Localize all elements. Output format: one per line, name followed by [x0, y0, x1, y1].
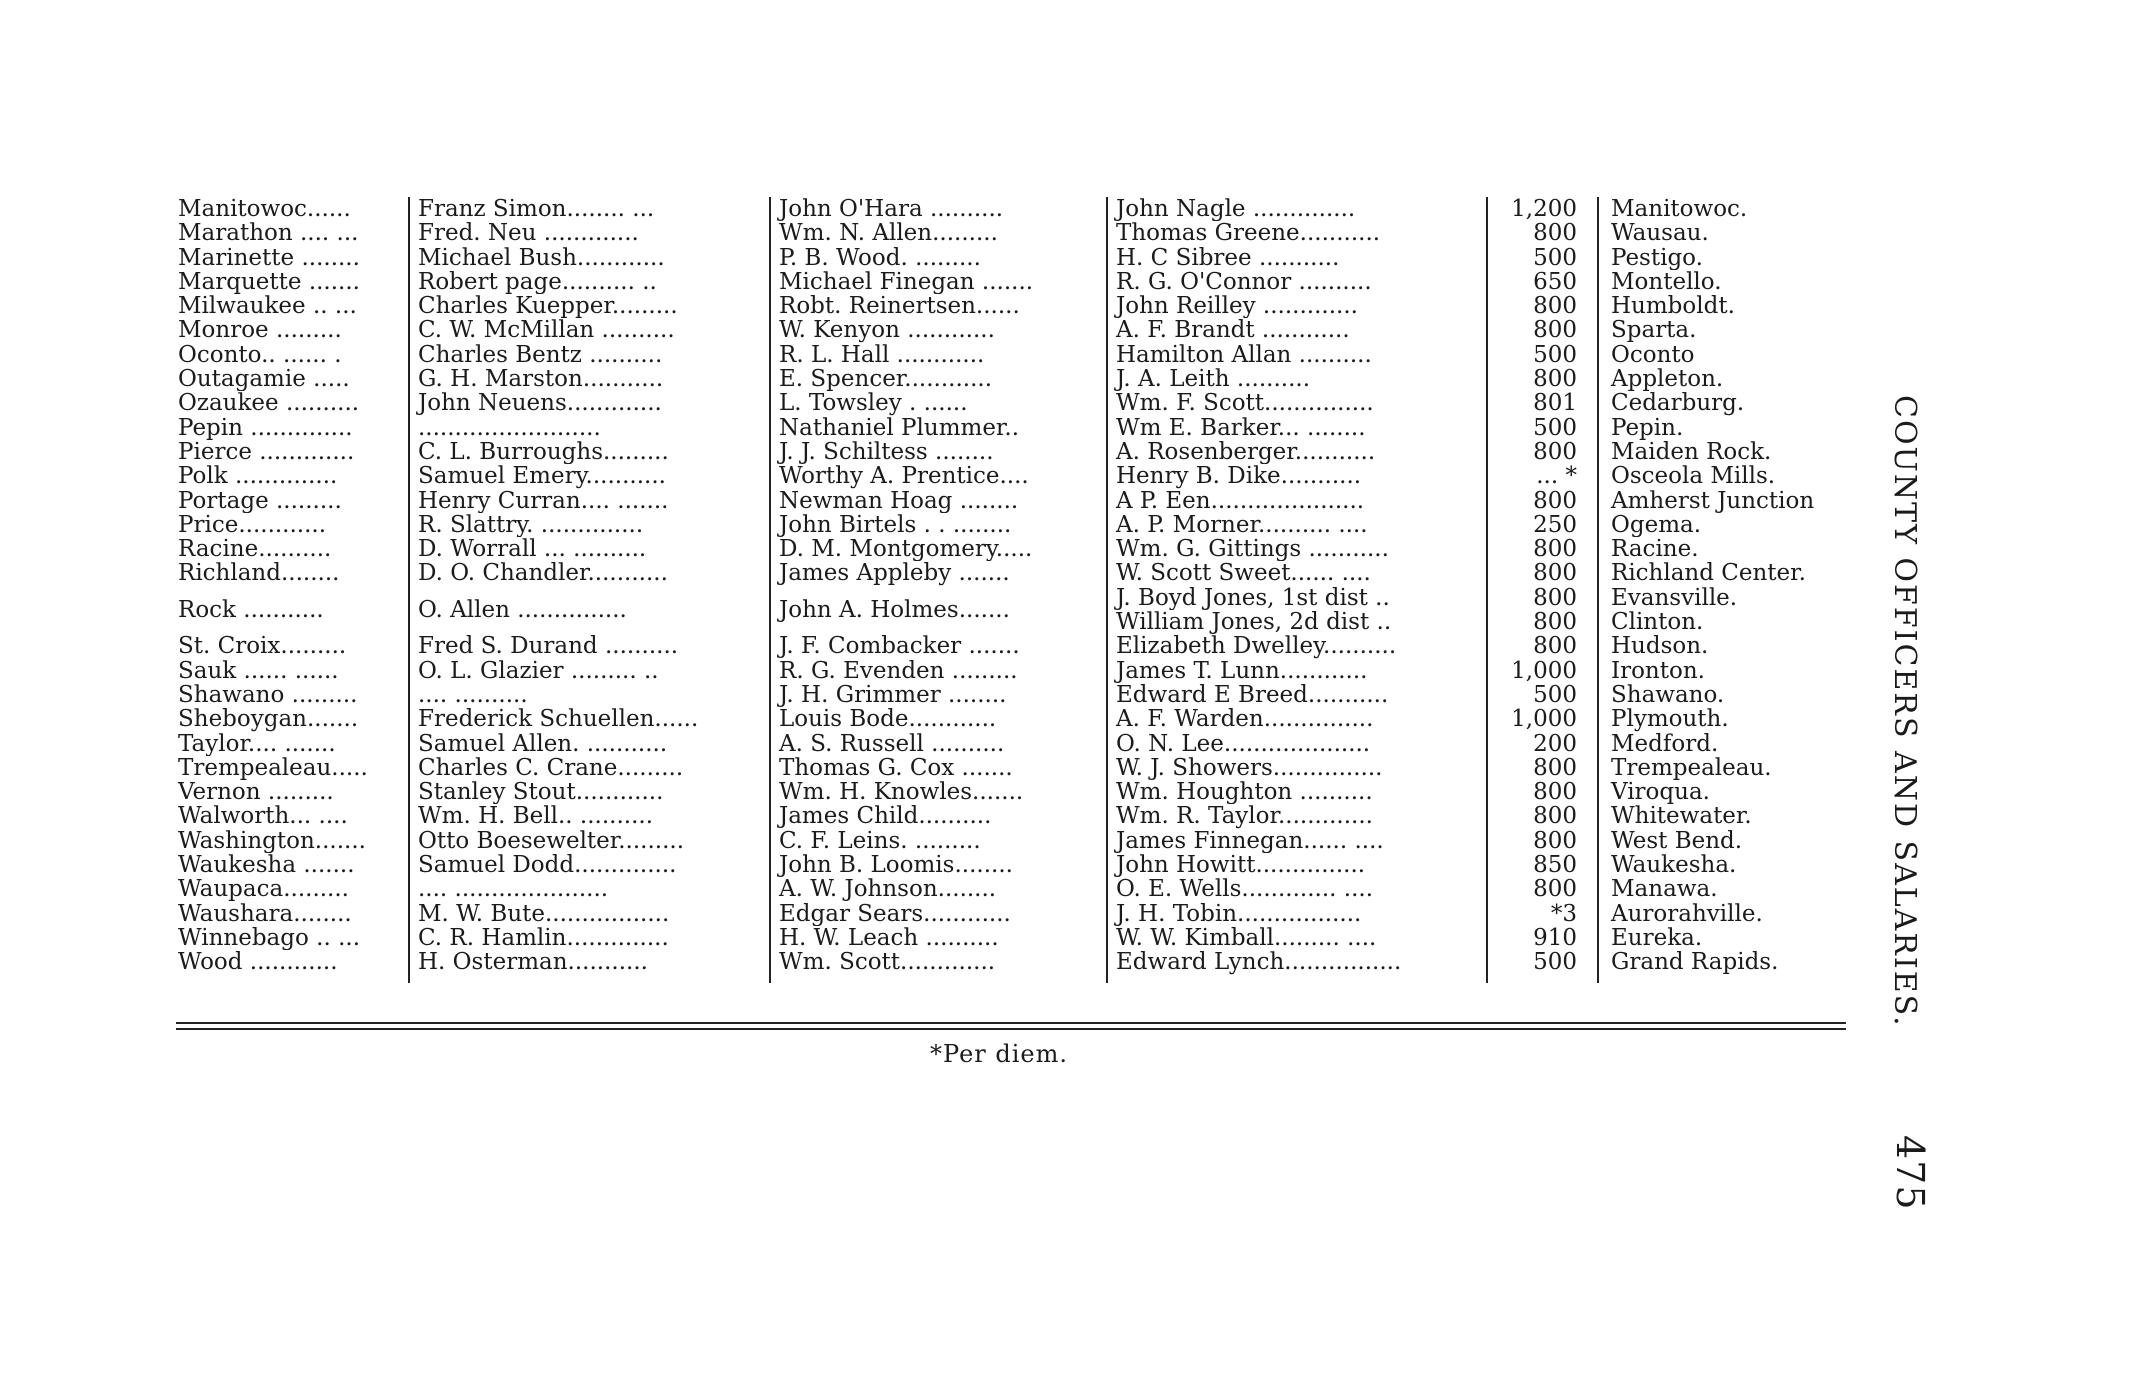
superintendent-cell: H. C Sibree ........... — [1107, 246, 1487, 270]
treasurer-cell: Newman Hoag ........ — [770, 489, 1107, 513]
post-office-cell: Amherst Junction — [1598, 489, 1846, 513]
superintendent-cell: Wm. Houghton .......... — [1107, 780, 1487, 804]
treasurer-cell: John B. Loomis........ — [770, 853, 1107, 877]
salary-cell: 800 — [1487, 756, 1598, 780]
clerk-cell: Henry Curran.... ....... — [409, 489, 770, 513]
treasurer-cell: Thomas G. Cox ....... — [770, 756, 1107, 780]
treasurer-cell: Michael Finegan ....... — [770, 270, 1107, 294]
county-cell: Price............ — [178, 512, 327, 538]
salary-cell: 800 — [1487, 489, 1598, 513]
superintendent-cell: W. J. Showers............... — [1107, 756, 1487, 780]
post-office-cell: Racine. — [1598, 537, 1846, 561]
superintendent-cell: William Jones, 2d dist .. — [1107, 610, 1487, 634]
superintendent-cell: Elizabeth Dwelley.......... — [1107, 634, 1487, 658]
table-row — [176, 829, 1846, 853]
table-row — [176, 513, 1846, 537]
clerk-cell: ......................... — [409, 416, 770, 440]
padding-cell — [176, 975, 409, 983]
salary-cell: 500 — [1487, 343, 1598, 367]
superintendent-cell: R. G. O'Connor .......... — [1107, 270, 1487, 294]
salary-cell: 800 — [1487, 294, 1598, 318]
superintendent-cell: O. N. Lee.................... — [1107, 732, 1487, 756]
salary-cell: 1,000 — [1487, 659, 1598, 683]
clerk-cell: Frederick Schuellen...... — [409, 707, 770, 731]
clerk-cell: D. O. Chandler........... — [409, 561, 770, 585]
table-padding-row — [176, 975, 1846, 983]
salary-cell: 800 — [1487, 440, 1598, 464]
post-office-cell: Ogema. — [1598, 513, 1846, 537]
superintendent-cell: James T. Lunn............ — [1107, 659, 1487, 683]
clerk-cell: Fred. Neu ............. — [409, 221, 770, 245]
clerk-cell: D. Worrall ... .......... — [409, 537, 770, 561]
post-office-cell: Shawano. — [1598, 683, 1846, 707]
salary-cell: 500 — [1487, 950, 1598, 974]
salary-cell: 800 — [1487, 221, 1598, 245]
post-office-cell: West Bend. — [1598, 829, 1846, 853]
post-office-cell: Clinton. — [1598, 610, 1846, 634]
superintendent-cell: A. P. Morner.......... .... — [1107, 513, 1487, 537]
salary-cell: 1,200 — [1487, 197, 1598, 221]
superintendent-cell: John Nagle .............. — [1107, 197, 1487, 221]
post-office-cell: Grand Rapids. — [1598, 950, 1846, 974]
superintendent-cell: A. F. Brandt ............ — [1107, 318, 1487, 342]
superintendent-cell: Wm. F. Scott............... — [1107, 391, 1487, 415]
county-cell: Pepin .............. — [178, 415, 353, 440]
county-cell: Marinette ........ — [178, 245, 360, 270]
salary-cell: 800 — [1487, 367, 1598, 391]
treasurer-cell: James Appleby ....... — [770, 561, 1107, 585]
county-cell: Polk .............. — [178, 464, 338, 489]
salary-cell: *3 — [1487, 902, 1598, 926]
table-row — [176, 756, 1846, 780]
table-row-rock — [176, 586, 1846, 610]
treasurer-cell: J. J. Schiltess ........ — [770, 440, 1107, 464]
clerk-cell: Charles Kuepper......... — [409, 294, 770, 318]
post-office-cell: Waukesha. — [1598, 853, 1846, 877]
clerk-cell: C. W. McMillan .......... — [409, 318, 770, 342]
superintendent-cell: J. H. Tobin................. — [1107, 902, 1487, 926]
salary-cell: 801 — [1487, 391, 1598, 415]
county-cell: Sheboygan....... — [178, 707, 359, 732]
county-cell: Wood ............ — [178, 950, 338, 975]
table-bottom-rule-lower — [176, 1028, 1846, 1030]
table-row — [176, 707, 1846, 731]
padding-cell — [1487, 975, 1598, 983]
clerk-cell: Franz Simon........ ... — [409, 197, 770, 221]
table-row — [176, 318, 1846, 342]
clerk-cell: Wm. H. Bell.. .......... — [409, 804, 770, 828]
salary-cell: 500 — [1487, 683, 1598, 707]
clerk-cell: Michael Bush............ — [409, 246, 770, 270]
post-office-cell: Plymouth. — [1598, 707, 1846, 731]
county-cell: Oconto.. ...... . — [178, 342, 342, 368]
page-number: 475 — [1888, 1135, 1932, 1211]
table-row — [176, 270, 1846, 294]
table-row — [176, 246, 1846, 270]
clerk-cell: .... ..................... — [409, 877, 770, 901]
treasurer-cell: R. G. Evenden ......... — [770, 659, 1107, 683]
county-cell: Vernon ......... — [178, 780, 334, 805]
post-office-cell: Oconto — [1598, 343, 1846, 367]
clerk-cell: Stanley Stout............ — [409, 780, 770, 804]
county-cell: Milwaukee .. ... — [178, 294, 357, 319]
clerk-cell: Charles C. Crane......... — [409, 756, 770, 780]
table-row — [176, 197, 1846, 221]
clerk-cell: O. Allen ............... — [409, 586, 770, 635]
table-row — [176, 732, 1846, 756]
county-cell: Sauk ...... ...... — [178, 658, 339, 683]
county-cell: Waupaca......... — [178, 877, 349, 902]
treasurer-cell: Wm. N. Allen......... — [770, 221, 1107, 245]
table-row — [176, 926, 1846, 950]
table-row — [176, 489, 1846, 513]
footnote: *Per diem. — [930, 1040, 1069, 1068]
post-office-cell: Eureka. — [1598, 926, 1846, 950]
superintendent-cell: O. E. Wells............. .... — [1107, 877, 1487, 901]
table-row — [176, 440, 1846, 464]
treasurer-cell: John O'Hara .......... — [770, 197, 1107, 221]
table-bottom-rule — [176, 1022, 1846, 1024]
clerk-cell: .... .......... — [409, 683, 770, 707]
post-office-cell: Pepin. — [1598, 416, 1846, 440]
superintendent-cell: W. Scott Sweet...... .... — [1107, 561, 1487, 585]
table-row — [176, 950, 1846, 974]
county-cell: Trempealeau..... — [178, 755, 368, 781]
table-row — [176, 343, 1846, 367]
salary-cell: 500 — [1487, 246, 1598, 270]
county-cell: Racine.......... — [178, 537, 332, 562]
table-row — [176, 416, 1846, 440]
superintendent-cell: A. Rosenberger........... — [1107, 440, 1487, 464]
post-office-cell: Osceola Mills. — [1598, 464, 1846, 488]
salary-cell: 800 — [1487, 537, 1598, 561]
treasurer-cell: Robt. Reinertsen...... — [770, 294, 1107, 318]
table-row — [176, 367, 1846, 391]
superintendent-cell: Edward Lynch................ — [1107, 950, 1487, 974]
table-row — [176, 391, 1846, 415]
treasurer-cell: Worthy A. Prentice.... — [770, 464, 1107, 488]
county-cell: Washington....... — [178, 828, 366, 854]
clerk-cell: G. H. Marston........... — [409, 367, 770, 391]
table-row — [176, 804, 1846, 828]
padding-cell — [409, 975, 770, 983]
treasurer-cell: D. M. Montgomery..... — [770, 537, 1107, 561]
clerk-cell: H. Osterman........... — [409, 950, 770, 974]
county-cell: Waukesha ....... — [178, 853, 355, 878]
treasurer-cell: A. S. Russell .......... — [770, 732, 1107, 756]
salary-cell: 800 — [1487, 561, 1598, 585]
superintendent-cell: A P. Een..................... — [1107, 489, 1487, 513]
superintendent-cell: Henry B. Dike........... — [1107, 464, 1487, 488]
county-cell: Shawano ......... — [178, 682, 358, 708]
padding-cell — [1107, 975, 1487, 983]
post-office-cell: Medford. — [1598, 732, 1846, 756]
treasurer-cell: A. W. Johnson........ — [770, 877, 1107, 901]
table-row — [176, 634, 1846, 658]
treasurer-cell: C. F. Leins. ......... — [770, 829, 1107, 853]
county-cell: Monroe ......... — [178, 318, 342, 343]
county-cell: Rock ........... — [178, 596, 324, 623]
superintendent-cell: W. W. Kimball......... .... — [1107, 926, 1487, 950]
superintendent-cell: A. F. Warden............... — [1107, 707, 1487, 731]
superintendent-cell: John Reilley ............. — [1107, 294, 1487, 318]
county-cell: Manitowoc...... — [178, 197, 351, 222]
treasurer-cell: L. Towsley . ...... — [770, 391, 1107, 415]
superintendent-cell: J. Boyd Jones, 1st dist .. — [1107, 586, 1487, 610]
clerk-cell: Samuel Dodd.............. — [409, 853, 770, 877]
treasurer-cell: P. B. Wood. ......... — [770, 246, 1107, 270]
county-cell: Portage ......... — [178, 488, 342, 513]
post-office-cell: Maiden Rock. — [1598, 440, 1846, 464]
padding-cell — [770, 975, 1107, 983]
post-office-cell: Montello. — [1598, 270, 1846, 294]
clerk-cell: C. R. Hamlin.............. — [409, 926, 770, 950]
salary-cell: 800 — [1487, 780, 1598, 804]
salary-cell: 800 — [1487, 877, 1598, 901]
treasurer-cell: H. W. Leach .......... — [770, 926, 1107, 950]
clerk-cell: Samuel Emery........... — [409, 464, 770, 488]
table-row — [176, 902, 1846, 926]
salary-cell: 800 — [1487, 318, 1598, 342]
post-office-cell: Aurorahville. — [1598, 902, 1846, 926]
table-row — [176, 780, 1846, 804]
salary-cell: 250 — [1487, 513, 1598, 537]
clerk-cell: John Neuens............. — [409, 391, 770, 415]
treasurer-cell: Louis Bode............ — [770, 707, 1107, 731]
county-cell: Walworth... .... — [178, 804, 348, 829]
superintendent-cell: Wm E. Barker... ........ — [1107, 416, 1487, 440]
treasurer-cell: John Birtels . . ........ — [770, 513, 1107, 537]
treasurer-cell: E. Spencer............ — [770, 367, 1107, 391]
padding-cell — [1598, 975, 1846, 983]
county-cell: Ozaukee .......... — [178, 391, 360, 416]
treasurer-cell: J. F. Combacker ....... — [770, 634, 1107, 658]
clerk-cell: Otto Boesewelter......... — [409, 829, 770, 853]
post-office-cell: Viroqua. — [1598, 780, 1846, 804]
county-cell: Outagamie ..... — [178, 367, 350, 392]
superintendent-cell: James Finnegan...... .... — [1107, 829, 1487, 853]
clerk-cell: Charles Bentz .......... — [409, 343, 770, 367]
side-title: COUNTY OFFICERS AND SALARIES. — [1887, 395, 1922, 1028]
treasurer-cell: Edgar Sears............ — [770, 902, 1107, 926]
superintendent-cell: John Howitt............... — [1107, 853, 1487, 877]
superintendent-cell: Wm. G. Gittings ........... — [1107, 537, 1487, 561]
superintendent-cell: Hamilton Allan .......... — [1107, 343, 1487, 367]
post-office-cell: Richland Center. — [1598, 561, 1846, 585]
treasurer-cell: Wm. H. Knowles....... — [770, 780, 1107, 804]
county-cell: Waushara........ — [178, 901, 352, 926]
clerk-cell: O. L. Glazier ......... .. — [409, 659, 770, 683]
county-cell: Taylor.... ....... — [178, 731, 336, 756]
county-cell: Marquette ....... — [178, 269, 360, 295]
post-office-cell: Evansville. — [1598, 586, 1846, 610]
post-office-cell: Sparta. — [1598, 318, 1846, 342]
salary-cell: 650 — [1487, 270, 1598, 294]
clerk-cell: Samuel Allen. ........... — [409, 732, 770, 756]
table-row — [176, 221, 1846, 245]
table-row — [176, 537, 1846, 561]
salary-cell: 800 — [1487, 634, 1598, 658]
salary-cell: 910 — [1487, 926, 1598, 950]
treasurer-cell: John A. Holmes....... — [770, 586, 1107, 635]
post-office-cell: Wausau. — [1598, 221, 1846, 245]
post-office-cell: Cedarburg. — [1598, 391, 1846, 415]
county-cell: Winnebago .. ... — [178, 925, 361, 951]
salary-cell: 500 — [1487, 416, 1598, 440]
post-office-cell: Ironton. — [1598, 659, 1846, 683]
salary-cell: 800 — [1487, 610, 1598, 634]
post-office-cell: Trempealeau. — [1598, 756, 1846, 780]
county-cell: St. Croix......... — [178, 634, 347, 659]
treasurer-cell: James Child.......... — [770, 804, 1107, 828]
table-row — [176, 853, 1846, 877]
table-row — [176, 294, 1846, 318]
clerk-cell: C. L. Burroughs......... — [409, 440, 770, 464]
post-office-cell: Humboldt. — [1598, 294, 1846, 318]
table-row — [176, 683, 1846, 707]
clerk-cell: Robert page.......... .. — [409, 270, 770, 294]
salary-cell: 800 — [1487, 586, 1598, 610]
post-office-cell: Manawa. — [1598, 877, 1846, 901]
treasurer-cell: R. L. Hall ............ — [770, 343, 1107, 367]
post-office-cell: Appleton. — [1598, 367, 1846, 391]
treasurer-cell: Nathaniel Plummer.. — [770, 416, 1107, 440]
county-cell: Richland........ — [178, 561, 340, 586]
table-row — [176, 877, 1846, 901]
post-office-cell: Manitowoc. — [1598, 197, 1846, 221]
salary-cell: 800 — [1487, 804, 1598, 828]
table-row — [176, 659, 1846, 683]
post-office-cell: Pestigo. — [1598, 246, 1846, 270]
treasurer-cell: W. Kenyon ............ — [770, 318, 1107, 342]
salary-cell: 1,000 — [1487, 707, 1598, 731]
superintendent-cell: J. A. Leith .......... — [1107, 367, 1487, 391]
superintendent-cell: Wm. R. Taylor............. — [1107, 804, 1487, 828]
superintendent-cell: Edward E Breed........... — [1107, 683, 1487, 707]
salary-cell: 200 — [1487, 732, 1598, 756]
salary-cell: 800 — [1487, 829, 1598, 853]
treasurer-cell: J. H. Grimmer ........ — [770, 683, 1107, 707]
superintendent-cell: Thomas Greene........... — [1107, 221, 1487, 245]
county-cell: Pierce ............. — [178, 439, 355, 465]
table-row — [176, 464, 1846, 488]
county-cell: Marathon .... ... — [178, 221, 359, 246]
salary-cell: 850 — [1487, 853, 1598, 877]
clerk-cell: Fred S. Durand .......... — [409, 634, 770, 658]
table-row — [176, 561, 1846, 585]
clerk-cell: R. Slattry. .............. — [409, 513, 770, 537]
post-office-cell: Whitewater. — [1598, 804, 1846, 828]
post-office-cell: Hudson. — [1598, 634, 1846, 658]
county-officers-table — [176, 197, 1846, 983]
treasurer-cell: Wm. Scott............. — [770, 950, 1107, 974]
salary-cell: ... * — [1487, 464, 1598, 488]
clerk-cell: M. W. Bute................. — [409, 902, 770, 926]
